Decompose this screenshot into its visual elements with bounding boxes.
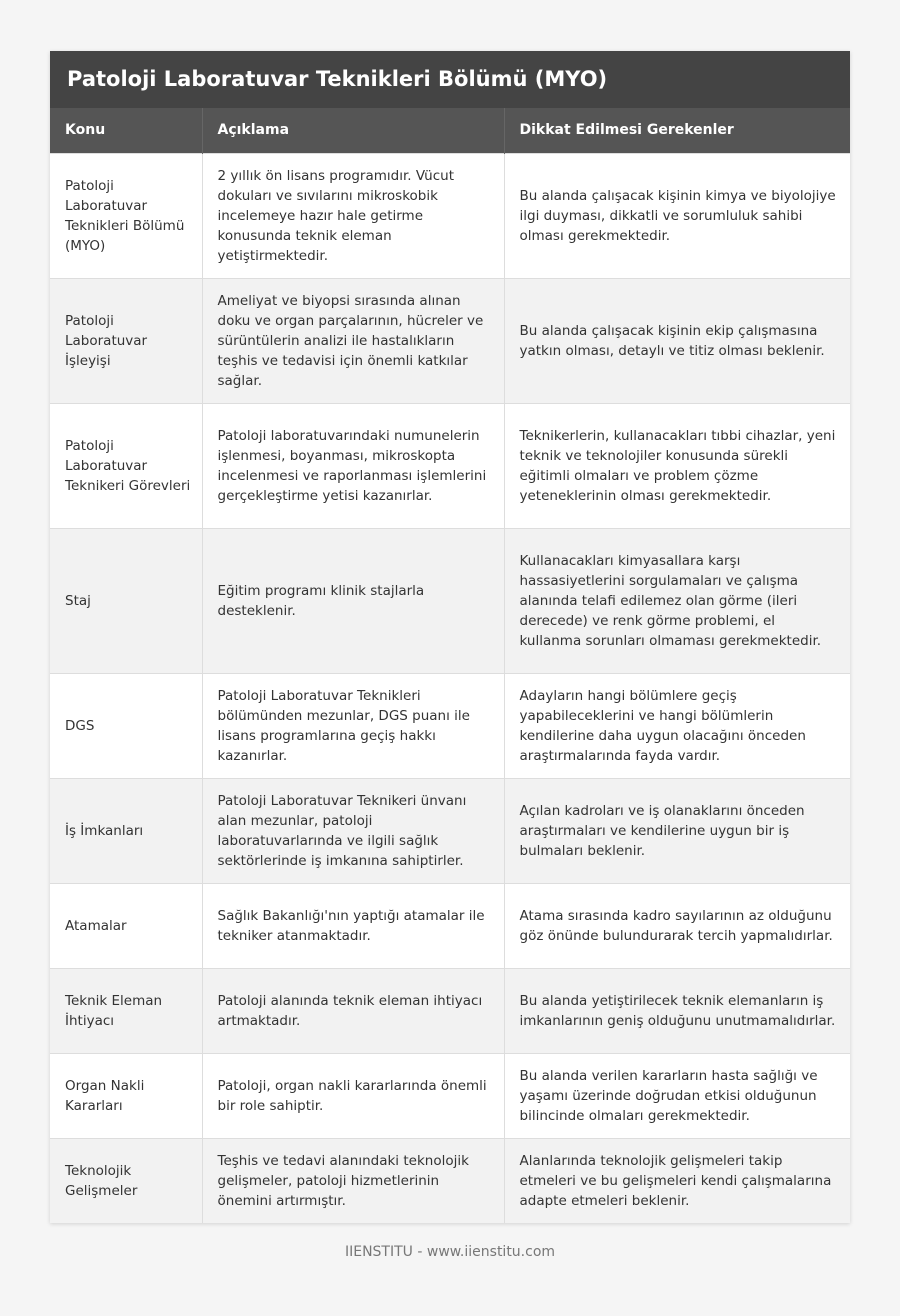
cell-aciklama: Patoloji alanında teknik eleman ihtiyacı artmaktadır. — [202, 968, 504, 1053]
cell-dikkat: Atama sırasında kadro sayılarının az olduğunu göz önünde bulundurarak tercih yapmalıdırlar. — [504, 883, 850, 968]
cell-dikkat: Bu alanda verilen kararların hasta sağlığı ve yaşamı üzerinde doğrudan etkisi olduğunun bilincinde olmaları gerekmektedir. — [504, 1053, 850, 1138]
page-title: Patoloji Laboratuvar Teknikleri Bölümü (MYO) — [50, 51, 850, 108]
cell-dikkat: Alanlarında teknolojik gelişmeleri takip etmeleri ve bu gelişmeleri kendi çalışmalarına adapte etmeleri beklenir. — [504, 1138, 850, 1223]
cell-dikkat: Teknikerlerin, kullanacakları tıbbi cihazlar, yeni teknik ve teknolojiler konusunda sürekli eğitimli olmaları ve problem çözme yeteneklerinin olması gerekmektedir. — [504, 403, 850, 528]
cell-konu: Patoloji Laboratuvar Teknikeri Görevleri — [50, 403, 202, 528]
cell-aciklama: Patoloji Laboratuvar Teknikleri bölümünden mezunlar, DGS puanı ile lisans programlarına geçiş hakkı kazanırlar. — [202, 673, 504, 778]
table-row — [50, 278, 850, 403]
cell-konu: Atamalar — [50, 883, 202, 968]
table-row — [50, 778, 850, 883]
cell-aciklama: Patoloji laboratuvarındaki numunelerin işlenmesi, boyanması, mikroskopta incelenmesi ve raporlanması işlemlerini gerçekleştirme yetisi kazanırlar. — [202, 403, 504, 528]
cell-aciklama: Patoloji, organ nakli kararlarında önemli bir role sahiptir. — [202, 1053, 504, 1138]
column-header-dikkat: Dikkat Edilmesi Gerekenler — [504, 108, 850, 153]
table-row — [50, 1138, 850, 1223]
cell-dikkat: Kullanacakları kimyasallara karşı hassasiyetlerini sorgulamaları ve çalışma alanında telafi edilemez olan görme (ileri derecede) ve renk görme problemi, el kullanma sorunları olmaması gerekmektedir. — [504, 528, 850, 673]
cell-aciklama: 2 yıllık ön lisans programıdır. Vücut dokuları ve sıvılarını mikroskobik incelemeye hazır hale getirme konusunda teknik eleman yetiştirmektedir. — [202, 153, 504, 278]
cell-dikkat: Adayların hangi bölümlere geçiş yapabileceklerini ve hangi bölümlerin kendilerine daha uygun olacağını önceden araştırmalarında fayda vardır. — [504, 673, 850, 778]
footer-credit: IIENSTITU - www.iienstitu.com — [344, 1244, 556, 1260]
cell-konu: Organ Nakli Kararları — [50, 1053, 202, 1138]
table-row — [50, 403, 850, 528]
table-row — [50, 968, 850, 1053]
table-row — [50, 153, 850, 278]
table-row — [50, 528, 850, 673]
cell-konu: İş İmkanları — [50, 778, 202, 883]
table-row — [50, 1053, 850, 1138]
cell-konu: Patoloji Laboratuvar Teknikleri Bölümü (MYO) — [50, 153, 202, 278]
column-header-konu: Konu — [50, 108, 202, 153]
cell-aciklama: Teşhis ve tedavi alanındaki teknolojik gelişmeler, patoloji hizmetlerinin önemini artırmıştır. — [202, 1138, 504, 1223]
cell-konu: DGS — [50, 673, 202, 778]
cell-konu: Staj — [50, 528, 202, 673]
cell-aciklama: Patoloji Laboratuvar Teknikeri ünvanı alan mezunlar, patoloji laboratuvarlarında ve ilgili sağlık sektörlerinde iş imkanına sahiptirler. — [202, 778, 504, 883]
cell-dikkat: Bu alanda yetiştirilecek teknik elemanların iş imkanlarının geniş olduğunu unutmamalıdırlar. — [504, 968, 850, 1053]
cell-konu: Teknolojik Gelişmeler — [50, 1138, 202, 1223]
info-table — [50, 108, 850, 1223]
cell-aciklama: Sağlık Bakanlığı'nın yaptığı atamalar ile tekniker atanmaktadır. — [202, 883, 504, 968]
cell-aciklama: Eğitim programı klinik stajlarla desteklenir. — [202, 528, 504, 673]
cell-dikkat: Bu alanda çalışacak kişinin kimya ve biyolojiye ilgi duyması, dikkatli ve sorumluluk sahibi olması gerekmektedir. — [504, 153, 850, 278]
column-header-aciklama: Açıklama — [202, 108, 504, 153]
info-card — [50, 51, 850, 1223]
table-row — [50, 883, 850, 968]
cell-dikkat: Açılan kadroları ve iş olanaklarını önceden araştırmaları ve kendilerine uygun bir iş bulmaları beklenir. — [504, 778, 850, 883]
table-header-row — [50, 108, 850, 153]
table-row — [50, 673, 850, 778]
cell-konu: Teknik Eleman İhtiyacı — [50, 968, 202, 1053]
cell-dikkat: Bu alanda çalışacak kişinin ekip çalışmasına yatkın olması, detaylı ve titiz olması beklenir. — [504, 278, 850, 403]
cell-konu: Patoloji Laboratuvar İşleyişi — [50, 278, 202, 403]
cell-aciklama: Ameliyat ve biyopsi sırasında alınan doku ve organ parçalarının, hücreler ve sürüntülerin analizi ile hastalıkların teşhis ve tedavisi için önemli katkılar sağlar. — [202, 278, 504, 403]
